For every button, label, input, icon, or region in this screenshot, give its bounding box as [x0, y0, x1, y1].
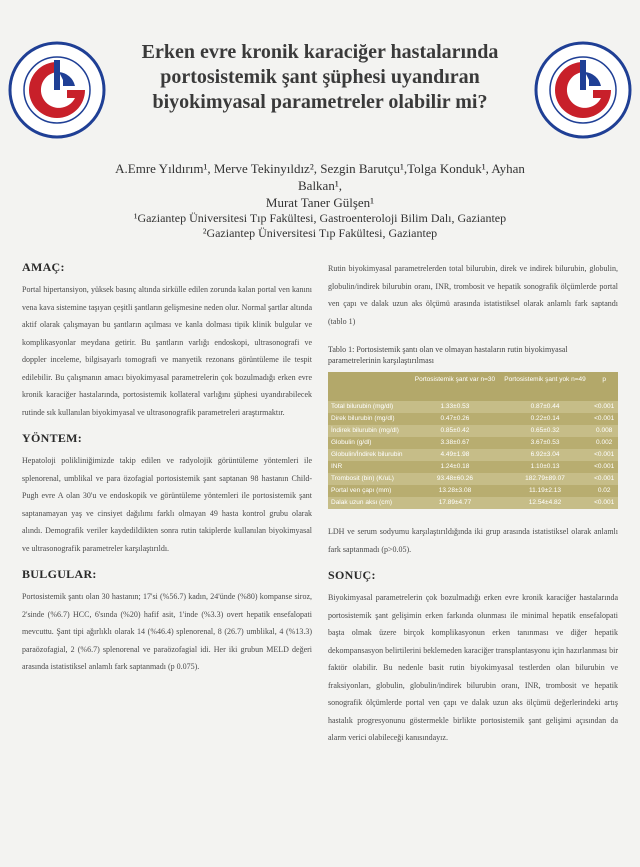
author-block [110, 160, 530, 241]
table-cell: Dalak uzun aksı (cm) [328, 497, 410, 509]
results-table [328, 372, 618, 509]
table-header: Portosistemik şant yok n=49 [500, 372, 591, 387]
university-logo-right [533, 40, 633, 140]
table-cell: 0.002 [590, 437, 618, 449]
table-cell: 17.89±4.77 [410, 497, 499, 509]
table-cell: 12.54±4.82 [500, 497, 591, 509]
table-cell: Globulin (g/dl) [328, 437, 410, 449]
affiliation-1: ¹Gaziantep Üniversitesi Tıp Fakültesi, Gastroenteroloji Bilim Dalı, Gaziantep [133, 211, 507, 225]
table-cell: Trombosit (bin) (K/uL) [328, 473, 410, 485]
table-cell: Direk bilurubin (mg/dl) [328, 413, 410, 425]
table-cell: <0.001 [590, 497, 618, 509]
table-row [328, 437, 618, 449]
table-cell: Portal ven çapı (mm) [328, 485, 410, 497]
table-cell: 6.92±3.04 [500, 449, 591, 461]
table-row [328, 473, 618, 485]
table-cell: 0.008 [590, 425, 618, 437]
table-cell: INR [328, 461, 410, 473]
section-heading-amac: AMAÇ: [22, 260, 65, 274]
table-header [328, 372, 410, 387]
table-cell: <0.001 [590, 461, 618, 473]
table-cell: 182.79±89.07 [500, 473, 591, 485]
table-cell: 0.22±0.14 [500, 413, 591, 425]
table-cell: İndirek bilurubin (mg/dl) [328, 425, 410, 437]
section-text-yontem: Hepatoloji polikliniğimizde takip edilen ve radyolojik görüntüleme yöntemleri ile splenorenal, umblikal ve para özofagial portosistemik şant saptanan 98 hastanın Child-Pugh evre A olan 30'u ve endoskopik ve görüntüleme yöntemleri ile portosistemik şant saptanamayan yaş ve cinsiyet dağılımı farklı olmayan 49 hasta kontrol grubu olarak alındı. Demografik veriler kaydedildikten sonra rutin takiplerde kullanılan biyokimyasal ve ultrasonografik parametreler karşılaştırıldı. [22, 456, 312, 553]
table-cell: 13.28±3.08 [410, 485, 499, 497]
left-column [22, 260, 312, 686]
university-logo-left [7, 40, 107, 140]
table-spacer [328, 387, 618, 401]
table-cell: 93.48±60.26 [410, 473, 499, 485]
table-row [328, 485, 618, 497]
results-after-table: LDH ve serum sodyumu karşılaştırıldığında iki grup arasında istatistiksel olarak anlamlı fark saptanmadı (p>0.05). [328, 527, 618, 554]
section-heading-sonuc: SONUÇ: [328, 568, 376, 582]
results-intro: Rutin biyokimyasal parametrelerden total bilurubin, direk ve indirek bilurubin, globulin, globulin/indirek bilurubin oranı, INR, trombosit ve hepatik sonografik ölçümlerde portal ven çapı ve dalak uzun aks ölçümü arasında istatistiksel olarak anlamlı fark saptandı (tablo 1) [328, 264, 618, 326]
table-cell: 4.49±1.98 [410, 449, 499, 461]
table-caption: Tablo 1: Portosistemik şantı olan ve olmayan hastaların rutin biyokimyasal parametrelerinin karşılaştırılması [328, 345, 568, 365]
table-cell: 0.85±0.42 [410, 425, 499, 437]
title-line: Erken evre kronik karaciğer hastalarında [141, 41, 499, 63]
table-header: Portosistemik şant var n=30 [410, 372, 499, 387]
author-list-cont: Murat Taner Gülşen¹ [265, 195, 375, 210]
poster-title [118, 40, 522, 115]
affiliation-2: ²Gaziantep Üniversitesi Tıp Fakültesi, Gaziantep [202, 226, 438, 240]
right-column [328, 260, 618, 757]
table-header: p [590, 372, 618, 387]
table-cell: Globulin/İndirek bilurubin [328, 449, 410, 461]
section-text-sonuc: Biyokimyasal parametrelerin çok bozulmadığı erken evre kronik karaciğer hastalarında portosistemik şant gelişimin erken farkında olunması ile minimal hepatik ensefalopati başta olmak üzere birçok komplikasyonun erken tanınması ve diğer hepatik dekompansasyon belirtilerini beklemeden karaciğer transplantasyonu için hazırlanması bir faktör olabilir. Bu nedenle basit rutin biyokimyasal testlerden olan bilurubin ve fraksiyonları, globulin, globulin/indirek bilurubin oranı, INR, trombosit ve hepatik sonografik ölçümlerde portal ven çapı ve dalak uzun aks ölçümü değerlerindeki artış hastalık progresyonunu göstermekle birlikte portosistemik şant gelişimi açısından da alarm verici olabileceği kanısındayız. [328, 593, 618, 742]
table-cell: 1.33±0.53 [410, 401, 499, 413]
table-cell: 0.87±0.44 [500, 401, 591, 413]
table-cell: <0.001 [590, 473, 618, 485]
table-cell: <0.001 [590, 413, 618, 425]
table-cell: 0.65±0.32 [500, 425, 591, 437]
table-row [328, 497, 618, 509]
table-row [328, 461, 618, 473]
table-row [328, 425, 618, 437]
table-cell: 3.67±0.53 [500, 437, 591, 449]
table-row [328, 401, 618, 413]
title-line: portosistemik şant şüphesi uyandıran [160, 66, 480, 88]
table-header-row [328, 372, 618, 387]
section-text-amac: Portal hipertansiyon, yüksek basınç altında sirkülle edilen zorunda kalan portal ven kanını vena kava sistemine taşıyan çeşitli şantların gelişmesine neden olur. Normal şartlar altında aktif olarak çalışmayan bu şantların açılması ve kanla dolması tipik klinik bulgular ve komplikasyonlar meydana getirir. Bu şantların varlığı endoskopi, ultrasonografi ve doppler inceleme, bilgisayarlı tomografi ve manyetik rezonans görüntüleme ile tespit edilebilir. Bu çalışmanın amacı biyokimyasal parametrelerin çok bozulmadığı erken evre kronik karaciğer hastalarında, portosistemik kollateral varlığını şüphesi uyandırabilecek rutinde sık kullanılan biyokimyasal ve ultrasonografik parametreleri araştırmaktır. [22, 285, 312, 417]
table-row [328, 413, 618, 425]
table-cell: 1.10±0.13 [500, 461, 591, 473]
section-heading-yontem: YÖNTEM: [22, 431, 83, 445]
section-heading-bulgular: BULGULAR: [22, 567, 97, 581]
table-cell: <0.001 [590, 449, 618, 461]
table-cell: <0.001 [590, 401, 618, 413]
table-cell: 1.24±0.18 [410, 461, 499, 473]
table-row [328, 449, 618, 461]
section-text-bulgular: Portosistemik şantı olan 30 hastanın; 17'si (%56.7) kadın, 24'ünde (%80) kompanse siroz, 2'sinde (%6.7) HCC, 6'sında (%20) hafif asit, 1'inde (%3.3) overt hepatik ensefalopati mevcuttu. Şant tipi ağırlıklı olarak 14 (%46.4) splenorenal, 8 (26.7) umblikal, 4 (%13.3) paraözofagial, 2 (%6.7) splenorenal ve paraözofagial idi. Her iki grubun MELD değeri arasında istatistiksel anlamlı fark saptanmadı (p 0.075). [22, 592, 312, 671]
table-cell: 3.38±0.67 [410, 437, 499, 449]
table-cell: 11.19±2.13 [500, 485, 591, 497]
table-cell: Total bilurubin (mg/dl) [328, 401, 410, 413]
table-cell: 0.02 [590, 485, 618, 497]
table-cell: 0.47±0.26 [410, 413, 499, 425]
title-line: biyokimyasal parametreler olabilir mi? [152, 91, 488, 113]
author-list: A.Emre Yıldırım¹, Merve Tekinyıldız², Sezgin Barutçu¹,Tolga Konduk¹, Ayhan Balkan¹, [115, 161, 525, 193]
